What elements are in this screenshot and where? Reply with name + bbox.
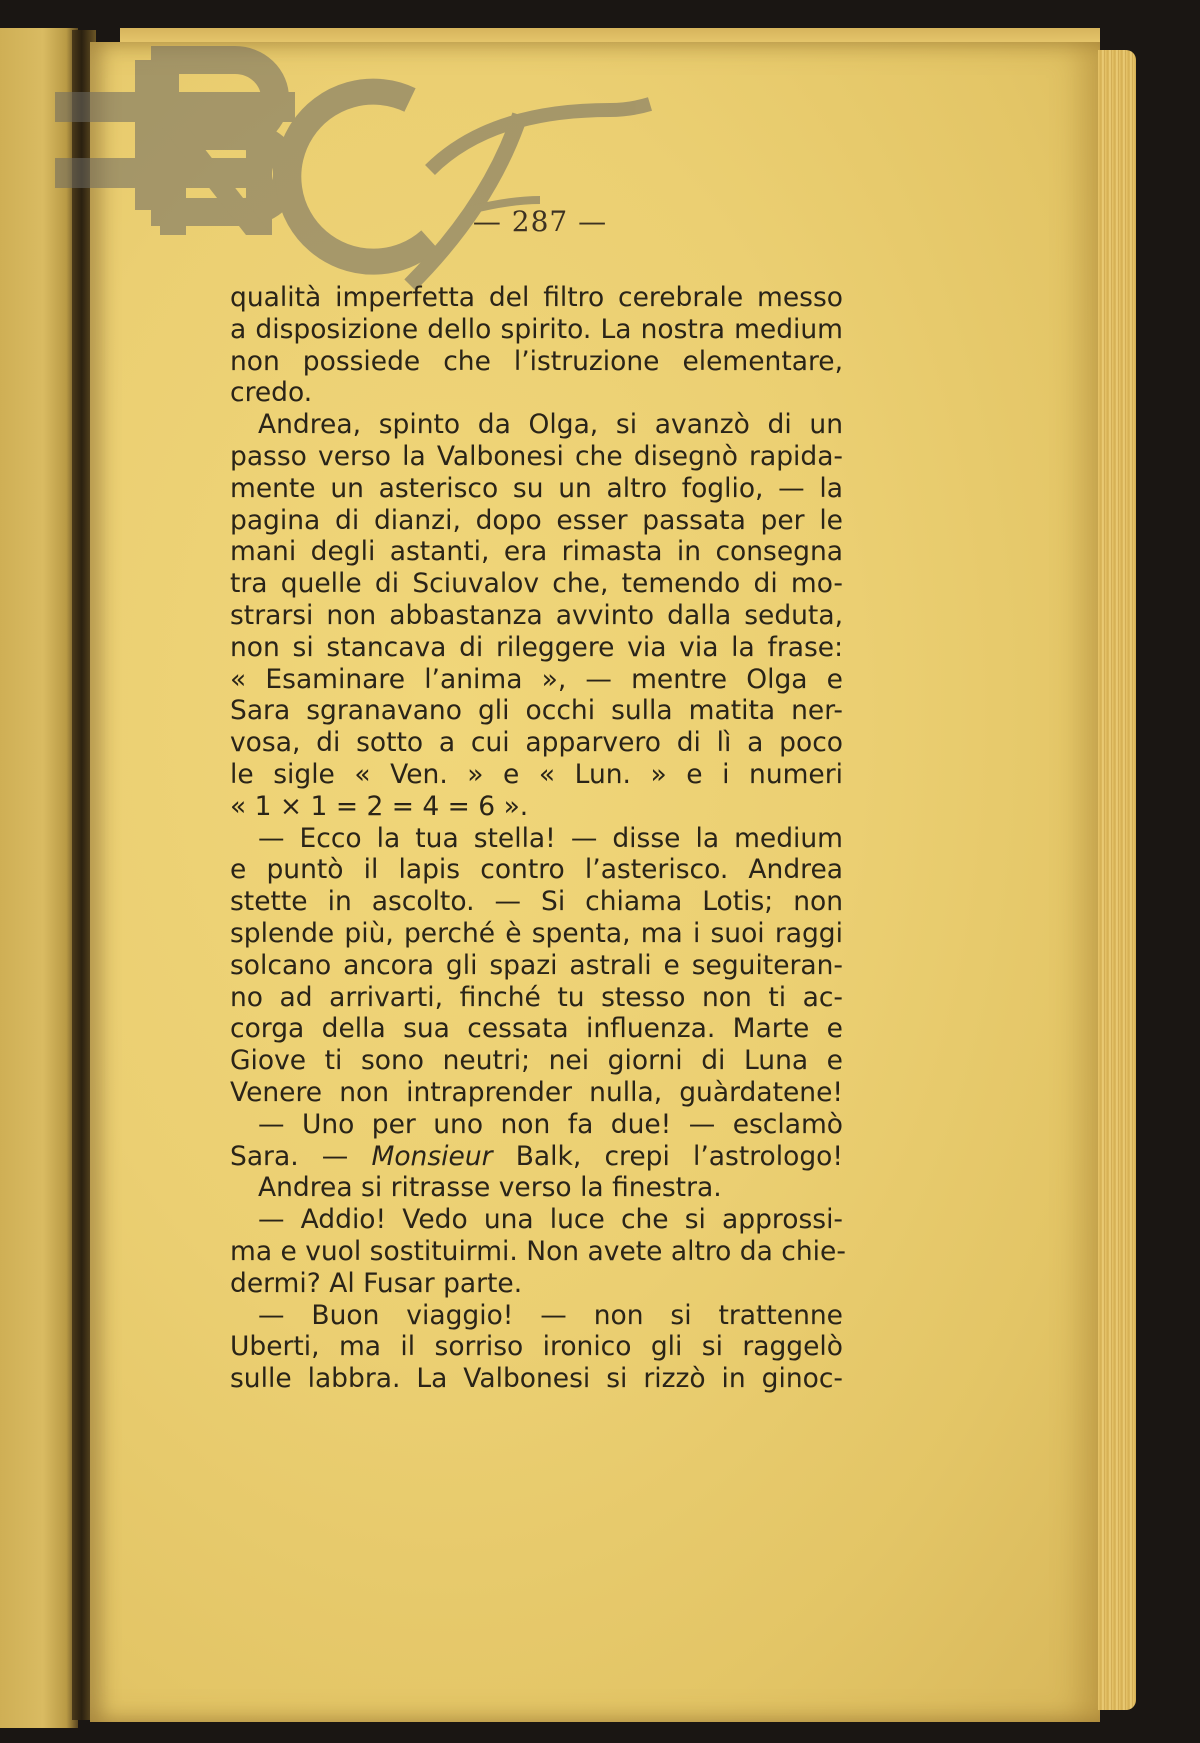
text-line: non si stancava di rileggere via via la frase: bbox=[230, 631, 843, 663]
text-line: corga della sua cessata influenza. Marte e bbox=[230, 1013, 843, 1045]
text-line: Sara sgranavano gli occhi sulla matita ner- bbox=[230, 695, 843, 727]
text-line: qualità imperfetta del filtro cerebrale messo bbox=[230, 282, 843, 313]
bncf-watermark-logo bbox=[50, 30, 690, 300]
text-line: — Uno per uno non fa due! — esclamò bbox=[258, 1108, 843, 1140]
text-line: pagina di dianzi, dopo esser passata per le bbox=[230, 504, 843, 536]
text-line: solcano ancora gli spazi astrali e seguiteran- bbox=[230, 949, 843, 981]
page-fore-edge bbox=[1098, 50, 1136, 1710]
text-segment: Sara. — bbox=[230, 1140, 372, 1172]
text-line: splende più, perché è spenta, ma i suoi raggi bbox=[230, 917, 843, 949]
text-line: sulle labbra. La Valbonesi si rizzò in ginoc- bbox=[230, 1363, 843, 1395]
text-line: — Buon viaggio! — non si trattenne bbox=[258, 1299, 843, 1331]
text-line: « Esaminare l’anima », — mentre Olga e bbox=[230, 663, 843, 695]
text-line: — Addio! Vedo una luce che si approssi- bbox=[258, 1204, 843, 1236]
text-segment: Balk, crepi l’astrologo! bbox=[492, 1140, 843, 1172]
body-text bbox=[230, 282, 846, 1395]
text-line bbox=[230, 1141, 843, 1173]
text-line: ma e vuol sostituirmi. Non avete altro da chie- bbox=[230, 1235, 846, 1267]
text-line: e puntò il lapis contro l’asterisco. Andrea bbox=[230, 854, 843, 886]
text-line: mente un asterisco su un altro foglio, — la bbox=[230, 472, 843, 504]
text-line: vosa, di sotto a cui apparvero di lì a poco bbox=[230, 727, 843, 759]
text-line: Andrea, spinto da Olga, si avanzò di un bbox=[258, 409, 843, 441]
text-line: mani degli astanti, era rimasta in consegna bbox=[230, 536, 843, 568]
text-line: non possiede che l’istruzione elementare, bbox=[230, 345, 843, 377]
italic-word: Monsieur bbox=[371, 1140, 493, 1172]
page-number: — 287 — bbox=[472, 205, 608, 238]
text-line: tra quelle di Sciuvalov che, temendo di mo- bbox=[230, 568, 843, 600]
text-line: credo. bbox=[230, 377, 313, 409]
text-line: « 1 × 1 = 2 = 4 = 6 ». bbox=[230, 790, 529, 822]
text-line: stette in ascolto. — Si chiama Lotis; non bbox=[230, 886, 843, 918]
text-line: Andrea si ritrasse verso la finestra. bbox=[258, 1172, 722, 1204]
text-line: — Ecco la tua stella! — disse la medium bbox=[258, 822, 843, 854]
text-line: dermi? Al Fusar parte. bbox=[230, 1267, 523, 1299]
text-line: Venere non intraprender nulla, guàrdatene! bbox=[230, 1076, 843, 1108]
text-line: passo verso la Valbonesi che disegnò rapida- bbox=[230, 440, 843, 472]
text-line: Uberti, ma il sorriso ironico gli si raggelò bbox=[230, 1331, 843, 1363]
text-line: no ad arrivarti, finché tu stesso non ti ac- bbox=[230, 981, 843, 1013]
text-line: Giove ti sono neutri; nei giorni di Luna e bbox=[230, 1045, 843, 1077]
text-line: a disposizione dello spirito. La nostra medium bbox=[230, 313, 843, 345]
text-line: strarsi non abbastanza avvinto dalla seduta, bbox=[230, 599, 843, 631]
text-line: le sigle « Ven. » e « Lun. » e i numeri bbox=[230, 758, 843, 790]
